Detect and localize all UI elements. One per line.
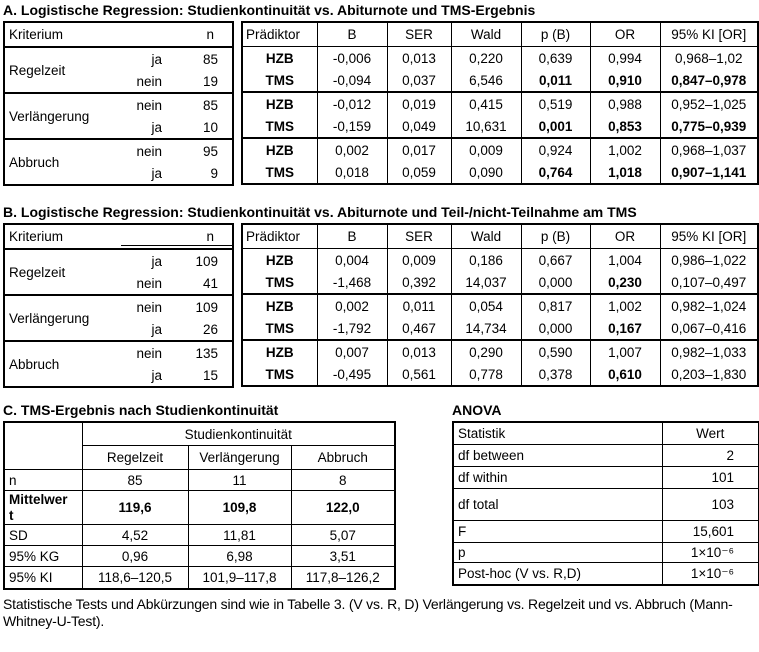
column-header-ki: 95% KI [OR] [660,224,758,249]
column-header-or: OR [590,224,660,249]
value-cell: 4,52 [82,525,188,546]
value-cell: 109,8 [188,491,291,525]
value-cell: 0,067–0,416 [660,317,758,340]
column-header-kriterium: Kriterium [4,22,165,47]
column-header-b: B [317,22,387,47]
level-cell: nein [136,345,163,361]
value-cell: 1,002 [590,138,660,161]
criterion-group-regelzeit [4,47,233,93]
value-cell: 8 [291,470,395,491]
value-cell: 0,982–1,024 [660,294,758,317]
value-cell: 0,968–1,037 [660,138,758,161]
row-label: Post-hoc (V vs. R,D) [453,563,662,586]
table-header-row [242,224,758,249]
value-cell: 0,96 [82,546,188,567]
table-row [453,467,759,489]
corner-cell [4,422,82,470]
value-cell: 0,667 [521,249,590,272]
row-label: df total [453,489,662,521]
table-row [4,93,233,116]
table-row [242,115,758,138]
kriterium-n-table-b [3,223,234,388]
value-cell: 0,910 [590,69,660,92]
value-cell: 3,51 [291,546,395,567]
kriterium-n-table-a [3,21,234,186]
stat-value: 1×10⁻⁶ [662,563,759,586]
stat-value: 2 [662,445,759,467]
predictor-cell: HZB [265,142,294,158]
value-cell: 0,090 [451,161,521,184]
value-cell: 0,907–1,141 [660,161,758,184]
column-header-p: p (B) [521,224,590,249]
value-cell: 117,8–126,2 [291,567,395,590]
predictor-cell: TMS [265,118,295,134]
value-cell: 0,013 [387,340,451,363]
value-cell: 11,81 [188,525,291,546]
value-cell: 0,002 [317,294,387,317]
predictor-cell: TMS [265,72,295,88]
value-cell: 0,639 [521,47,590,70]
criterion-group-abbruch [4,139,233,185]
level-cell: nein [136,143,163,159]
table-header-row [242,22,758,47]
value-cell: 118,6–120,5 [82,567,188,590]
table-row [242,69,758,92]
span-header-studienkontinuitaet: Studienkontinuität [82,422,395,446]
level-cell: ja [151,119,163,135]
value-cell: 0,988 [590,92,660,115]
value-cell: 6,546 [451,69,521,92]
section-a-title: A. Logistische Regression: Studienkontinuität vs. Abiturnote und TMS-Ergebnis [3,2,536,18]
stat-value: 1×10⁻⁶ [662,543,759,563]
value-cell: 0,610 [590,363,660,386]
value-cell: 0,778 [451,363,521,386]
regression-table-a [241,21,759,185]
level-cell: nein [136,97,163,113]
table-row [242,249,758,272]
value-cell: 101,9–117,8 [188,567,291,590]
regression-group [242,249,758,295]
value-cell: -0,094 [317,69,387,92]
anova-table [452,421,759,586]
row-label: df within [453,467,662,489]
value-cell: 0,986–1,022 [660,249,758,272]
value-cell: 0,054 [451,294,521,317]
level-cell: ja [151,51,163,67]
row-label: Mittelwert [4,491,82,525]
value-cell: 0,013 [387,47,451,70]
table-row [4,341,233,364]
table-row [242,92,758,115]
table-row [4,491,395,525]
value-cell: 0,049 [387,115,451,138]
predictor-cell: HZB [265,50,294,66]
table-row [4,567,395,590]
n-cell: 85 [202,97,219,113]
table-header-row [4,422,395,446]
column-header-or: OR [590,22,660,47]
section-c-block [3,402,396,590]
value-cell: 0,203–1,830 [660,363,758,386]
regression-group [242,92,758,138]
table-header-row [453,422,759,445]
value-cell: 0,561 [387,363,451,386]
value-cell: 119,6 [82,491,188,525]
value-cell: 14,037 [451,271,521,294]
column-header-wald: Wald [451,224,521,249]
value-cell: 0,467 [387,317,451,340]
value-cell: 0,017 [387,138,451,161]
table-row [4,47,233,70]
table-header-row [4,22,233,47]
predictor-cell: HZB [265,344,294,360]
value-cell: 0,001 [521,115,590,138]
table-row [453,543,759,563]
table-row [242,294,758,317]
table-row [242,271,758,294]
n-cell: 109 [195,299,219,315]
regression-group [242,47,758,93]
n-cell: 9 [210,165,219,181]
column-header-wert: Wert [662,422,759,445]
value-cell: 10,631 [451,115,521,138]
table-row [4,546,395,567]
regression-table-b [241,223,759,387]
stat-value: 15,601 [662,521,759,543]
value-cell: 0,775–0,939 [660,115,758,138]
column-header-ser: SER [387,224,451,249]
n-cell: 85 [202,51,219,67]
column-header-kriterium: Kriterium [4,224,165,249]
table-row [242,317,758,340]
section-b-title: B. Logistische Regression: Studienkontinuität vs. Abiturnote und Teil-/nicht-Teilnahme am TMS [3,204,637,220]
value-cell: 1,002 [590,294,660,317]
predictor-cell: HZB [265,298,294,314]
n-cell: 26 [202,321,219,337]
value-cell: 5,07 [291,525,395,546]
regression-group [242,138,758,184]
value-cell: 0,011 [521,69,590,92]
level-cell: ja [151,165,163,181]
predictor-cell: TMS [265,320,295,336]
tms-descriptives-table [3,421,396,590]
value-cell: 1,007 [590,340,660,363]
anova-block [452,402,759,586]
value-cell: 0,392 [387,271,451,294]
predictor-cell: TMS [265,164,295,180]
table-row [4,139,233,162]
kriterium-n-table-b-wrap [3,223,234,388]
column-header-b: B [317,224,387,249]
value-cell: 0,590 [521,340,590,363]
value-cell: 0,009 [387,249,451,272]
table-footnote: Statistische Tests und Abkürzungen sind wie in Tabelle 3. (V vs. R, D) Verlängerung vs. Regelzeit und vs. Abbruch (Mann-Whitney-U-Test). [3,596,733,629]
value-cell: 0,220 [451,47,521,70]
value-cell: 1,004 [590,249,660,272]
column-header-n: n [165,224,233,249]
value-cell: 0,004 [317,249,387,272]
value-cell: 0,000 [521,317,590,340]
row-label: df between [453,445,662,467]
value-cell: 0,007 [317,340,387,363]
level-cell: ja [151,367,163,383]
value-cell: 0,018 [317,161,387,184]
value-cell: -0,495 [317,363,387,386]
value-cell: 14,734 [451,317,521,340]
level-cell: nein [136,275,163,291]
value-cell: 122,0 [291,491,395,525]
column-header-ser: SER [387,22,451,47]
value-cell: 0,107–0,497 [660,271,758,294]
level-cell: ja [151,253,163,269]
criterion-group-label: Regelzeit [9,264,66,280]
value-cell: 0,519 [521,92,590,115]
n-cell: 135 [195,345,219,361]
value-cell: 0,924 [521,138,590,161]
n-cell: 109 [195,253,219,269]
value-cell: 0,994 [590,47,660,70]
row-label: p [453,543,662,563]
table-row [453,563,759,586]
row-label: SD [4,525,82,546]
predictor-cell: HZB [265,96,294,112]
table-row [453,489,759,521]
value-cell: 0,952–1,025 [660,92,758,115]
table-row [4,470,395,491]
value-cell: 0,011 [387,294,451,317]
n-cell: 41 [202,275,219,291]
table-row [4,249,233,272]
value-cell: 6,98 [188,546,291,567]
value-cell: 0,817 [521,294,590,317]
table-row [4,295,233,318]
criterion-group-label: Abbruch [9,356,60,372]
kriterium-n-table-a-wrap [3,21,234,186]
column-header-p: p (B) [521,22,590,47]
table-row [453,445,759,467]
n-cell: 10 [202,119,219,135]
criterion-group-label: Regelzeit [9,62,66,78]
n-cell: 15 [202,367,219,383]
value-cell: 0,009 [451,138,521,161]
column-header-n: n [165,22,233,47]
value-cell: 0,037 [387,69,451,92]
table-row [242,47,758,70]
n-cell: 95 [202,143,219,159]
value-cell: 0,230 [590,271,660,294]
value-cell: 0,290 [451,340,521,363]
n-cell: 19 [202,73,219,89]
column-header-wald: Wald [451,22,521,47]
n-column-underline [121,245,232,246]
value-cell: 0,853 [590,115,660,138]
value-cell: 11 [188,470,291,491]
value-cell: 0,167 [590,317,660,340]
bottom-section [3,402,757,590]
value-cell: 0,002 [317,138,387,161]
value-cell: 0,968–1,02 [660,47,758,70]
predictor-cell: TMS [265,274,295,290]
regression-group [242,294,758,340]
table-row [242,161,758,184]
regression-group [242,340,758,386]
predictor-cell: HZB [265,252,294,268]
table-row [242,363,758,386]
column-header-verlaengerung: Verlängerung [188,446,291,470]
section-b-tables [3,223,757,388]
level-cell: ja [151,321,163,337]
table-row [242,340,758,363]
criterion-group-label: Abbruch [9,154,60,170]
value-cell: -1,792 [317,317,387,340]
column-header-regelzeit: Regelzeit [82,446,188,470]
value-cell: 1,018 [590,161,660,184]
value-cell: 0,847–0,978 [660,69,758,92]
stat-value: 103 [662,489,759,521]
value-cell: -0,006 [317,47,387,70]
predictor-cell: TMS [265,366,295,382]
table-row [242,138,758,161]
criterion-group-label: Verlängerung [9,310,90,326]
value-cell: 0,000 [521,271,590,294]
row-label: n [4,470,82,491]
table-row [4,525,395,546]
criterion-group-verlaengerung [4,295,233,341]
column-header-ki: 95% KI [OR] [660,22,758,47]
value-cell: 0,059 [387,161,451,184]
criterion-group-label: Verlängerung [9,108,90,124]
table-row [453,521,759,543]
section-a-tables [3,21,757,186]
column-header-statistik: Statistik [453,422,662,445]
row-label: F [453,521,662,543]
value-cell: -1,468 [317,271,387,294]
value-cell: -0,012 [317,92,387,115]
level-cell: nein [136,73,163,89]
value-cell: 0,764 [521,161,590,184]
value-cell: 0,186 [451,249,521,272]
column-header-praediktor: Prädiktor [242,22,317,47]
section-c-title: C. TMS-Ergebnis nach Studienkontinuität [3,402,279,418]
value-cell: 0,982–1,033 [660,340,758,363]
criterion-group-verlaengerung [4,93,233,139]
criterion-group-abbruch [4,341,233,387]
column-header-abbruch: Abbruch [291,446,395,470]
stat-value: 101 [662,467,759,489]
column-header-praediktor: Prädiktor [242,224,317,249]
criterion-group-regelzeit [4,249,233,295]
row-label: 95% KG [4,546,82,567]
anova-title: ANOVA [452,402,502,418]
value-cell: 0,415 [451,92,521,115]
value-cell: -0,159 [317,115,387,138]
row-label: 95% KI [4,567,82,590]
value-cell: 0,019 [387,92,451,115]
value-cell: 85 [82,470,188,491]
value-cell: 0,378 [521,363,590,386]
level-cell: nein [136,299,163,315]
